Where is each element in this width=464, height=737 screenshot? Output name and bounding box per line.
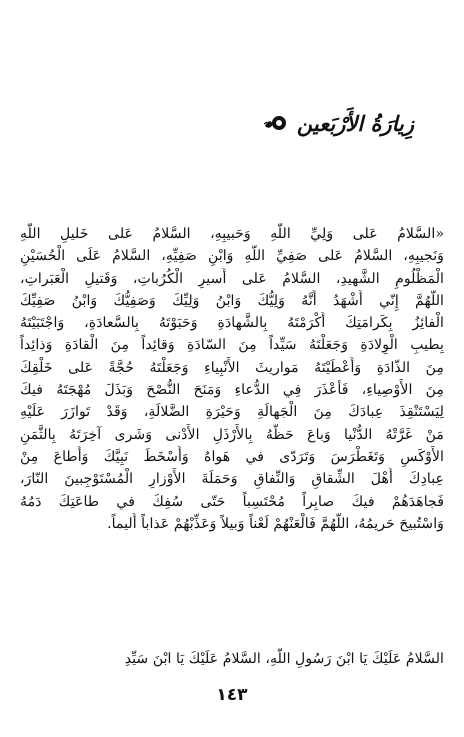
- passage-line: مِنَ الذّادَةِ وَأَعْطَيْتَهُ مَواريثَ الأَنْبِياءِ وَجَعَلْتَهُ حُجَّةً عَلى خَلْقِكَ: [20, 359, 444, 376]
- passage-line: «السَّلامُ عَلى وَلِيِّ اللّهِ وَحَبيبِهِ، السَّلامُ عَلى خَليلِ اللّهِ: [20, 226, 444, 242]
- section-heading: [263, 112, 414, 134]
- passage-line: عِبادِكَ أَهْلَ الشِّقاقِ وَالنِّفاقِ وَحَمَلَةَ الأَوْزارِ الْمُسْتَوْجِبينَ النّارَ،: [20, 471, 444, 488]
- passage-line: اللّهُمَّ إِنّي أَشْهَدُ أَنَّهُ وَلِيُّكَ وَابْنُ وَلِيِّكَ وَصَفِيُّكَ وَابْنُ صَفِيِّكَ: [20, 292, 444, 309]
- section-title: زِيارَةُ الأَرْبَعين: [296, 110, 414, 136]
- flower-ornament-icon: [263, 112, 289, 134]
- passage-line: الْفائِزُ بِكَرامَتِكَ أَكْرَمْتَهُ بِالشَّهادَةِ وَحَبَوْتَهُ بِالسَّعادَةِ، وَاجْتَبَيْتَهُ: [20, 315, 444, 332]
- greeting-line: السَّلامُ عَلَيْكَ يَا ابْنَ رَسُولِ اللّهِ، السَّلامُ عَلَيْكَ يَا ابْنَ سَيِّدِ: [124, 651, 444, 667]
- ziyarat-passage: [20, 223, 444, 535]
- passage-line: بِطيبِ الْوِلادَةِ وَجَعَلْتَهُ سَيِّداً مِنَ السّادَةِ وَقائِداً مِنَ الْقادَةِ وَذائِداً: [20, 337, 444, 354]
- passage-line: مِنَ الأَوْصِياءِ، فَأَعْذَرَ فِي الدُّعاءِ وَمَنَحَ النُّصْحَ وَبَذَلَ مُهْجَتَهُ فيكَ: [20, 382, 444, 399]
- passage-line: وَنَجيبِهِ، السَّلامُ عَلى صَفِيِّ اللّهِ وَابْنِ صَفِيِّهِ، السَّلامُ عَلَى الْحُسَيْنِ: [20, 248, 444, 265]
- passage-line: مَنْ غَرَّتْهُ الدُّنْيا وَباعَ حَظَّهُ بِالأَرْذَلِ الأَدْنى وَشَرى آخِرَتَهُ بِالثَّمَنِ: [20, 426, 444, 443]
- passage-line: الأَوْكَسِ وَتَغَطْرَسَ وَتَرَدّى في هَواهُ وَأَسْخَطَ نَبِيَّكَ وَأَطاعَ مِنْ: [20, 448, 444, 465]
- passage-line: فَجاهَدَهُمْ فيكَ صابِراً مُحْتَسِباً حَتّى سُفِكَ في طاعَتِكَ دَمُهُ: [20, 493, 444, 510]
- passage-line: الْمَظْلُومِ الشَّهيدِ، السَّلامُ عَلى أَسيرِ الْكُرُباتِ، وَقَتيلِ الْعَبَراتِ،: [20, 270, 444, 287]
- page-number: ١٤٣: [216, 685, 248, 705]
- passage-line: لِيَسْتَنْقِذَ عِبادَكَ مِنَ الْجَهالَةِ وَحَيْرَةِ الضَّلالَةِ، وَقَدْ تَوازَرَ عَلَيْهِ: [20, 404, 444, 421]
- passage-line: وَاسْتُبيحَ حَريمُهُ، اللّهُمَّ فَالْعَنْهُمْ لَعْناً وَبيلاً وَعَذِّبْهُمْ عَذاباً أَليماً.: [107, 515, 444, 532]
